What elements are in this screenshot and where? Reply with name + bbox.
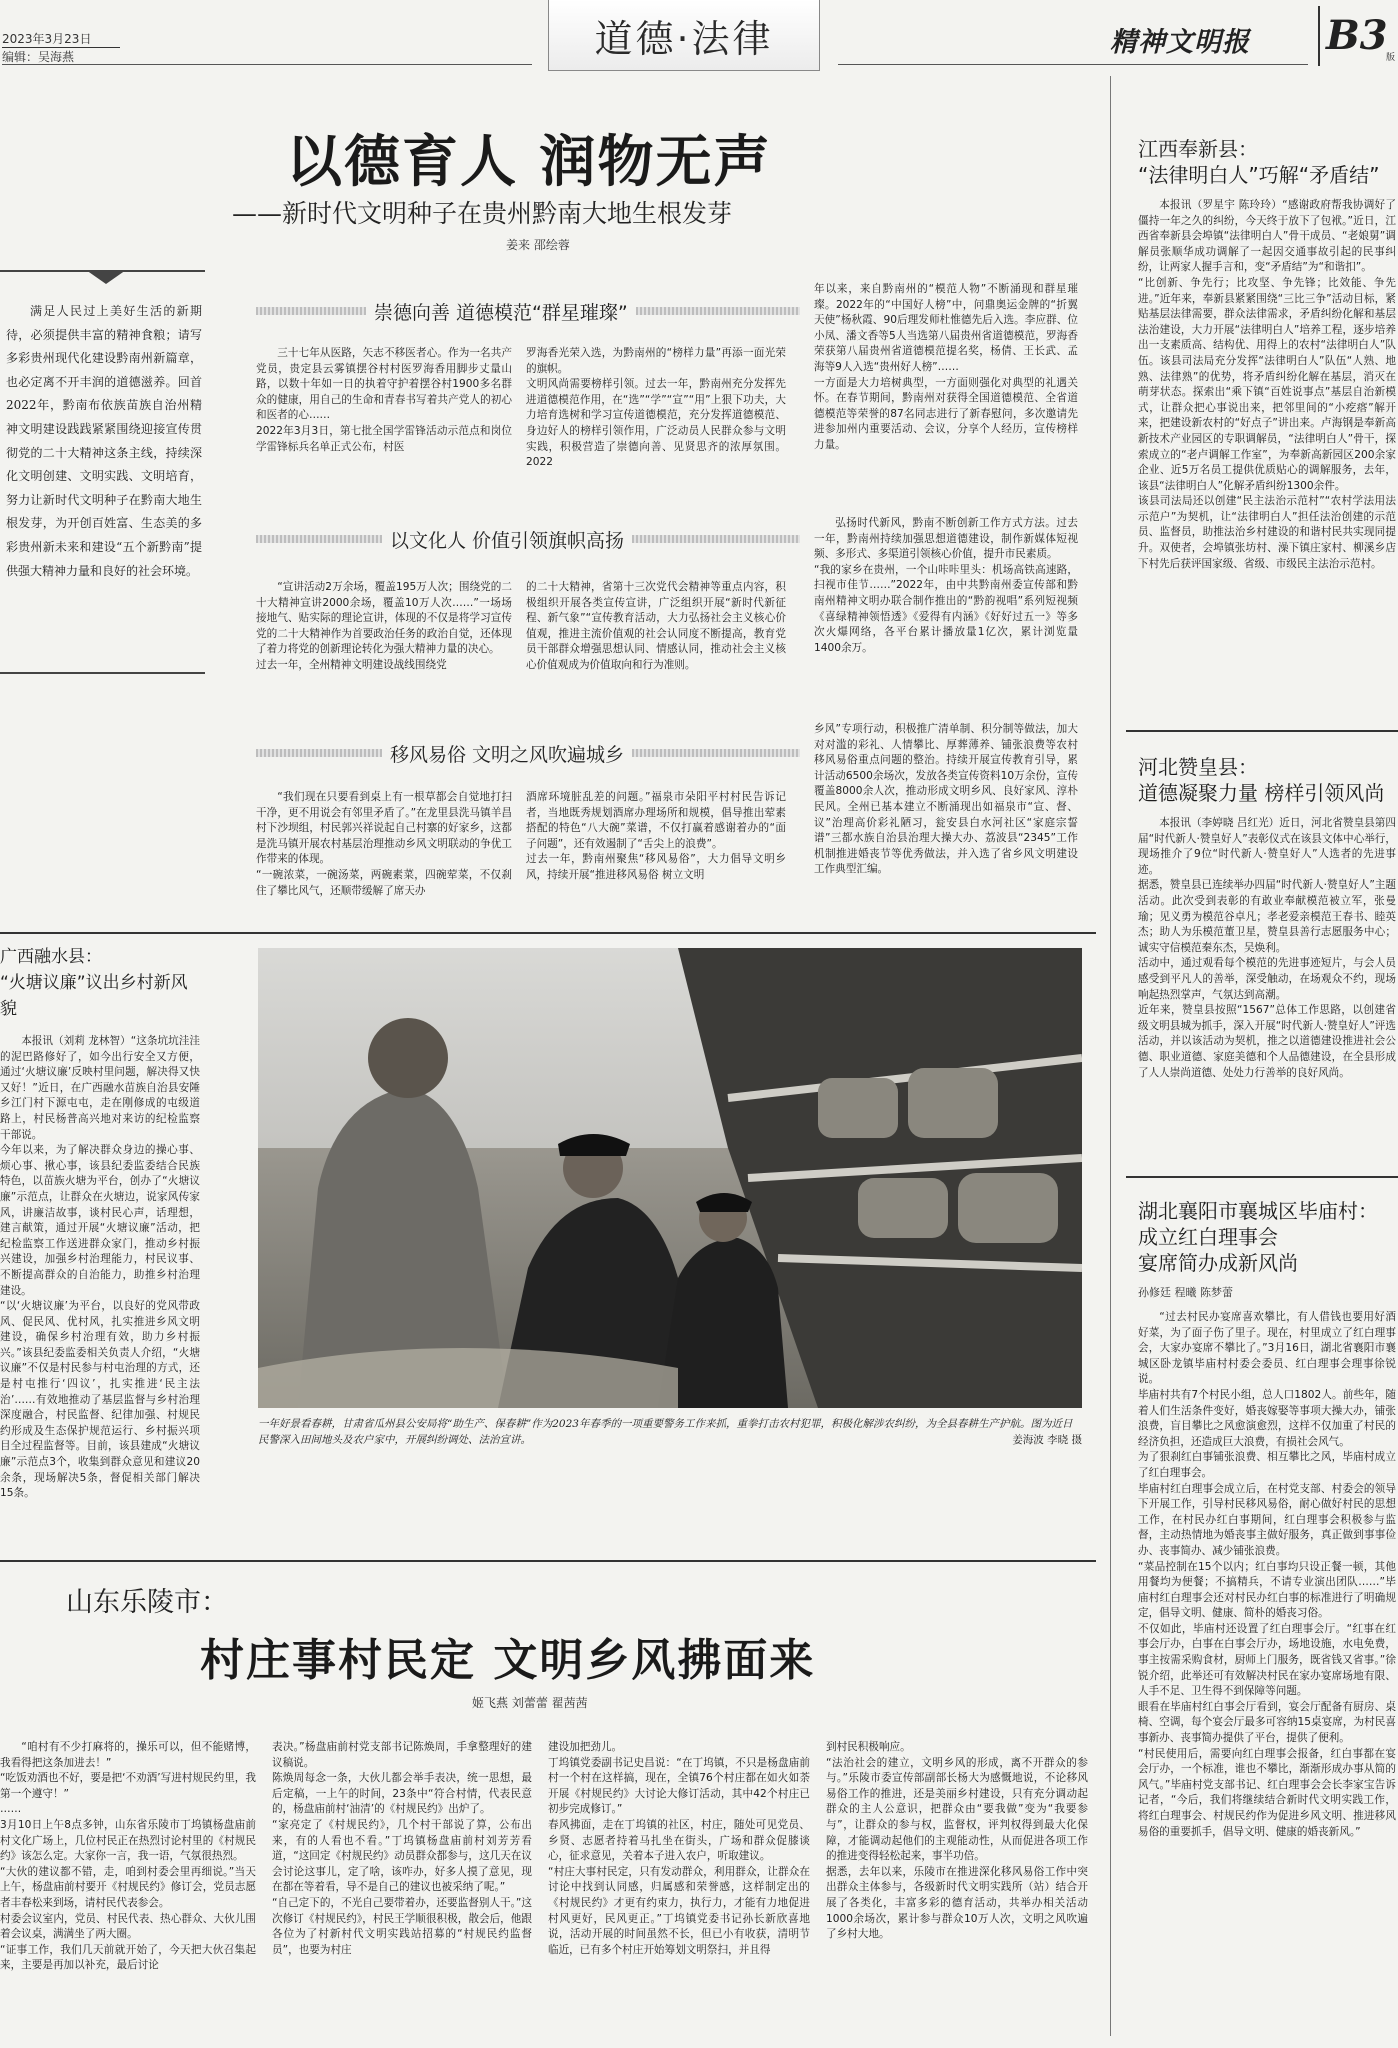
right-story-3-title-a: 湖北襄阳市襄城区毕庙村： <box>1138 1199 1378 1223</box>
photo-caption <box>258 1416 1082 1448</box>
section-head-1-text: 崇德向善 道德模范“群星璀璨” <box>366 298 636 325</box>
lead-title: 以德育人 润物无声 <box>286 130 772 195</box>
right-story-1-title-b: “法律明白人”巧解“矛盾结” <box>1138 163 1380 187</box>
sec2-col2 <box>526 580 786 704</box>
sec1-col2-text: 罗海香光荣入选，为黔南州的“榜样力量”再添一面光荣的旗帜。 文明风尚需要榜样引领。过去一年，黔南州充分发挥先进道德模范作用，在“选”“学”“宣”“用”上狠下功夫，大力培育选树和学习宣传道德模范，充分发挥道德模范、身边好人的榜样引领作用，广泛动员人民群众参与文明实践，积极营造了崇德向善、见贤思齐的浓厚氛围。2022 <box>526 347 786 469</box>
issue-date: 2023年3月23日 <box>2 32 92 46</box>
right-story-2 <box>1138 754 1396 1154</box>
sec3-col3-text: 乡风”专项行动，积极推广清单制、积分制等做法，加大对对滥的彩礼、人情攀比、厚葬薄养、铺张浪费等农村移风易俗重点问题的整治。持续开展宣传教育引导，累计活动6500余场次，发放各类宣传资料10万余份，宣传覆盖8000余人次，推动形成文明乡风、良好家风、淳朴民风。全州已基本建立不断涌现出如福泉市“宣、督、议”治理高价彩礼陋习，瓮安县白水河社区“家庭宗誓谱”三都水族自治县治理大操大办、荔波县“2345”工作机制推进婚丧节等优秀做法，并入选了省乡风文明建设工作典型汇编。 <box>814 723 1078 876</box>
bottom-col4-text: 到村民积极响应。 “法治社会的建立，文明乡风的形成，离不开群众的参与。”乐陵市委宣传部副部长杨大为感慨地说，不论移风易俗工作的推进，还是美丽乡村建设，只有充分调动起群众的主人公意识，把群众由“要我做”变为“我要参与”，让群众的参与权，监督权，评判权得到最大化保障，才能调动起他们的主观能动性，从而促进各项工作的推进变得轻松起来，事半功倍。 据悉，去年以来，乐陵市在推进深化移风易俗工作中突出群众主体参与，各级新时代文明实践所（站）结合开展了各类化，丰富多彩的德育活动，共举办相关活动1000余场次，累计参与群众10万人次，文明之风吹遍了乡村大地。 <box>826 1741 1088 1941</box>
section-banner <box>548 0 820 71</box>
sec1-col1-text: 三十七年从医路，矢志不移医者心。作为一名共产党员，贵定县云雾镇摆谷村村医罗海香用脚步丈量山路，以数十年如一日的执着守护着摆谷村1900多名群众的健康，用自己的生命和青春书写着共产党人的初心和医者的心…… 2022年3月3日，第七批全国学雷锋活动示范点和岗位学雷锋标兵名单正式公布，村医 <box>256 347 512 453</box>
intro-marker-icon <box>86 270 126 284</box>
bottom-col1 <box>0 1740 256 2036</box>
section-head-1 <box>256 296 800 326</box>
bottom-col1-text: “咱村有不少打麻将的，操乐可以，但不能赌博，我看得把这条加进去！” “吃饭劝酒也不好，要是把‘不劝酒’写进村规民约里，我第一个遵守！” …… 3月10日上午8点多钟，山东省乐陵市丁坞镇杨盘庙前村文化广场上，几位村民正在热烈讨论村里的《村规民约》该怎么定。大家你一言，我一语，气氛很热烈。 “大伙的建议都不错，走，咱到村委会里再细说。”当天上午，杨盘庙前村要开《村规民约》修订会，党员志愿者丰春松来到场，请村民代表参会。 村委会议室内，党员、村民代表、热心群众、大伙儿围着会议桌，满满坐了两大圈。 “证事工作，我们几天前就开始了，今天把大伙召集起来，主要是再加以补充，最后讨论 <box>0 1741 256 1972</box>
photo-illustration <box>258 948 1082 1408</box>
left-story-text: 本报讯（刘莉 龙林智）“这条坑坑洼洼的泥巴路修好了，如今出行安全又方便，通过‘火塘议廉’反映村里问题，解决得又快又好！”近日，在广西融水苗族自治县安陲乡江门村下源屯屯，走在刚修成的屯级道路上，村民杨普高兴地对来访的纪检监察干部说。 今年以来，为了解决群众身边的操心事、烦心事、揪心事，该县纪委监委结合民族特色，以苗族火塘为平台，创办了“火塘议廉”示范点，让群众在火塘边，说家风传家风，讲廉洁故事，谈村民心声，话理想，建言献策，通过开展“火塘议廉”活动，把纪检监察工作送进群众家门，推动乡村振兴建设，加强乡村治理能力，村民议事、不断提高群众的自治能力，助推乡村治理建设。 “以‘火塘议廉’为平台，以良好的党风带政风、促民风、优村风，扎实推进乡风文明建设，确保乡村治理有效，助力乡村振兴。”该县纪委监委相关负责人介绍，“火塘议廉”不仅是村民参与村屯治理的方式，还是村屯推行‘四议’，扎实推进‘民主法治’……有效地推动了基层监督与乡村治理深度融合，村民监督、纪律加强、村规民约形成及生态保护规范运行、乡村振兴项目全过程监督等。目前，该县建成“火塘议廉”示范点3个，收集到群众意见和建议20余条，现场解决5条，督促相关部门解决15条。 <box>0 1035 200 1500</box>
paper-name: 精神文明报 <box>1110 27 1250 58</box>
sec1-col3-text: 年以来，来自黔南州的“模范人物”不断涌现和群星璀璨。2022年的“中国好人榜”中，问鼎奥运金牌的“折翼天使”杨秋霞、90后理发师杜惟德先后入选。李应群、位小凤、潘文香等5人当选第八届贵州省道德模范，罗海香荣获第八届贵州省道德模范提名奖，杨倩、王长武、孟海等9人入选“贵州好人榜”…… 一方面是大力培树典型，一方面则强化对典型的礼遇关怀。在春节期间，黔南州对获得全国道德模范、全省道德模范等荣誉的87名同志进行了新春慰问，多次邀请先进参加州内重要活动、会议，分享个人经历，宣传榜样力量。 <box>814 283 1078 451</box>
section-head-2-text: 以文化人 价值引领旗帜高扬 <box>382 526 632 553</box>
right-story-3-title-c: 宴席简办成新风尚 <box>1138 1251 1298 1275</box>
page-suffix: 版 <box>1386 53 1396 63</box>
right-story-2-title-a: 河北赞皇县： <box>1138 755 1258 779</box>
right-story-2-title-b: 道德凝聚力量 榜样引领风尚 <box>1138 781 1385 805</box>
right-story-1-title-a: 江西奉新县： <box>1138 137 1258 161</box>
sec2-col1-text: “宣讲活动2万余场，覆盖195万人次；围绕党的二十大精神宣讲2000余场，覆盖10万人次……”一场场接地气、贴实际的理论宣讲，体现的不仅是将学习宣传党的二十大精神作为首要政治任务的政治自觉，还体现了着力将党的创新理论转化为强大精神力量的决心。 过去一年，全州精神文明建设战线围绕党 <box>256 581 512 671</box>
bottom-pre-title: 山东乐陵市： <box>66 1587 228 1618</box>
left-story-title-a: 广西融水县： <box>0 947 102 967</box>
sec2-col3 <box>814 516 1078 704</box>
right-story-3-text: “过去村民办宴席喜欢攀比，有人借钱也要用好酒好菜，为了面子伤了里子。现在，村里成立了红白理事会，大家办宴席不攀比了。”3月16日，湖北省襄阳市襄城区卧龙镇毕庙村村委会委员、红白理事会理事徐锐说。 毕庙村共有7个村民小组，总人口1802人。前些年，随着人们生活条件变好，婚丧嫁娶等事项大操大办，铺张浪费，盲目攀比之风愈演愈烈，这样不仅加重了村民的经济负担，还造成巨大浪费，有损社会风气。 为了狠刹红白事铺张浪费、相互攀比之风，毕庙村成立了红白理事会。 毕庙村红白理事会成立后，在村党支部、村委会的领导下开展工作，引导村民移风易俗，耐心做好村民的思想工作，在村民办红白事期间，红白理事会积极参与监督，主动热情地为婚丧事主做好服务，真正做到事事俭办、丧事简办、减少铺张浪费。 “菜品控制在15个以内；红白事均只设正餐一顿，其他用餐均为便餐；不搞精兵，不请专业演出团队……”毕庙村红白理事会还对村民办红白事的标准进行了明确规定，倡导文明、健康、简朴的婚丧习俗。 不仅如此，毕庙村还设置了红白理事会厅。“红事在红事会厅办，白事在白事会厅办，场地设施，水电免费，事主按需采购食材，厨师上门服务，既省钱又省事。”徐锐介绍，此举还可有效解决村民在家办宴席场地有限、人手不足、卫生得不到保障等问题。 眼看在毕庙村红白事会厅看到，宴会厅配备有厨房、桌椅、空调，每个宴会厅最多可容纳15桌宴席，为村民喜事新办、丧事简办提供了平台，提供了便利。 “村民使用后，需要向红白理事会报备，红白事都在宴会厅办，一个标准，谁也不攀比，渐渐形成办事从简的风气。”毕庙村党支部书记、红白理事会会长李家宝告诉记者，“今后，我们将继续结合新时代文明实践工作，将红白理事会、村规民约作为促进乡风文明、推进移风易俗的重要抓手，倡导文明、健康的婚丧新风。” <box>1138 1311 1396 1838</box>
sec3-col1-text: “我们现在只要看到桌上有一根草都会自觉地打扫干净，更不用说会有邻里矛盾了。”在龙里县洗马镇羊昌村下沙坝组，村民郭兴祥说起自己村寨的好家乡，这都是洗马镇开展农村基层治理推动乡风文明联动的争优工作带来的体现。 “一碗浓菜，一碗汤菜，两碗素菜，四碗荤菜，不仅刹住了攀比风气，还顺带缓解了席天办 <box>256 791 512 897</box>
section-title: 道德·法律 <box>594 16 774 61</box>
bottom-col4 <box>826 1740 1088 2036</box>
section-head-3 <box>256 738 800 768</box>
bottom-col3-text: 建设加把劲儿。 丁坞镇党委副书记史昌说：“在丁坞镇，不只是杨盘庙前村一个村在这样搞，现在，全镇76个村庄都在如火如荼开展《村规民约》大讨论大修订活动，其中42个村庄已初步完成修订。” 春风拂面，走在丁坞镇的社区，村庄，随处可见党员、乡贤、志愿者持着马扎坐在街头，广场和群众促膝谈心，征求意见，关着本子进入农户，听取建议。 “村庄大事村民定，只有发动群众，利用群众，让群众在讨论中找到认同感，归属感和荣誉感，这样制定出的《村规民约》才更有约束力，执行力，才能有力地促进村风更好，民风更正。”丁坞镇党委书记孙长新欣喜地说，活动开展的时间虽然不长，但已小有收获，清明节临近，已有多个村庄开始筹划文明祭扫，并且得 <box>548 1741 810 1956</box>
right-story-1-text: 本报讯（罗星宇 陈玲玲）“感谢政府帮我协调好了僵持一年之久的纠纷，今天终于放下了包袱。”近日，江西省奉新县会埠镇“法律明白人”骨干成员、“老娘舅”调解员张顺华成功调解了一起因交通事故引起的民事纠纷，让两家人握手言和，变“矛盾结”为“和谐扣”。 “比创新、争先行；比攻坚、争先锋；比效能、争先进。”近年来，奉新县紧紧围绕“三比三争”活动目标，紧贴基层法律需要，群众法律需求，矛盾纠纷化解和基层法治建设，大力开展“法律明白人”培养工程，逐步培养出一支素质高、结构优、用得上的农村“法律明白人”队伍。该县司法局充分发挥“法律明白人”队伍“人熟、地熟、法律熟”的优势，将矛盾纠纷化解在基层，消灭在萌芽状态。探索出“乘下镇“百姓说事点”基层自治新模式，让群众把心事说出来，把邻里间的“小疙瘩”解开来，把建设新农村的“好点子”讲出来。卢海钢是奉新高新技术产业园区的专职调解员，“法律明白人”骨干，探索成立的“老卢调解工作室”，为奉新高新园区200余家企业、近5万名员工提供优质贴心的调解服务，去年，该县“法律明白人”化解矛盾纠纷1300余件。 该县司法局还以创建“民主法治示范村”“农村学法用法示范户”为契机，让“法律明白人”担任法治创建的示范员、监督员，助推法治乡村建设的和谐村民共实现同提升。双使者，会埠镇张坊村、澡下镇庄家村、柳溪乡店下村先后获评国家级、省级、市级民主法治示范村。 <box>1138 199 1396 570</box>
sec1-col2 <box>526 346 786 486</box>
sec1-col1 <box>256 346 512 486</box>
right-story-3 <box>1138 1198 1396 2038</box>
bottom-col3 <box>548 1740 810 2036</box>
lead-subtitle: ——新时代文明种子在贵州黔南大地生根发芽 <box>232 199 733 228</box>
sec3-col3 <box>814 722 1078 914</box>
bottom-col2 <box>272 1740 532 2036</box>
right-story-3-byline: 孙修廷 程曦 陈梦蕾 <box>1138 1286 1233 1299</box>
intro-box <box>0 270 205 674</box>
right-story-1 <box>1138 136 1396 716</box>
sec2-col3-text: 弘扬时代新风，黔南不断创新工作方式方法。过去一年，黔南州持续加强思想道德建设，制作新媒体短视频、多形式、多渠道引领核心价值，提升市民素质。 “我的家乡在贵州，一个山咔咔里头：机场高铁高速路，扫视市佳节……”2022年，由中共黔南州委宣传部和黔南州精神文明办联合制作推出的“黔韵视唱”系列短视频《喜绿精神领悟透》《爱得有内涵》《好好过五一》等多次火爆网络，各平台累计播放量1亿次，累计浏览量1400余万。 <box>814 517 1078 654</box>
sec3-col2-text: 酒席环境脏乱差的问题。”福泉市朵阳平村村民告诉记者，当地既秀规划酒席办理场所和规模，倡导推出荤素搭配的特色“八大碗”菜谱，不仅打赢着感谢着办的“面子问题”，还有效遏制了“舌尖上的浪费”。 过去一年，黔南州聚焦“移风易俗”，大力倡导文明乡风，持续开展“推进移风易俗 树立文明 <box>526 791 786 881</box>
editor-credit: 编辑：吴海燕 <box>2 50 75 64</box>
page-number-box <box>1318 6 1398 66</box>
sec1-col3 <box>814 282 1078 486</box>
page-number: B3 <box>1326 12 1388 59</box>
lead-byline: 姜来 邵绘蓉 <box>506 238 570 252</box>
sec3-col2 <box>526 790 786 914</box>
sec3-col1 <box>256 790 512 914</box>
right-story-2-text: 本报讯（李婷晓 吕红光）近日，河北省赞皇县第四届“时代新人·赞皇好人”表彰仪式在该县文体中心举行，现场推介了9位“时代新人·赞皇好人”人选者的先进事迹。 据悉，赞皇县已连续举办四届“时代新人·赞皇好人”主题活动。此次受到表彰的有敢业奉献模范被立军，张曼瑜；见义勇为模范谷卓凡；孝老爱亲模范王春书、睦英杰；助人为乐模范董卫星，赞皇县善行志愿服务中心；诚实守信模范秦东杰，吴焕利。 活动中，通过观看每个模范的先进事迹短片，与会人员感受到平凡人的善举，深受触动，在场观众不约，现场响起热烈掌声，气氛达到高潮。 近年来，赞皇县按照“1567”总体工作思路，以创建省级文明县城为抓手，深入开展“时代新人·赞皇好人”评选活动，并以该活动为契机，推之以道德建设推进社会公德、职业道德、家庭美德和个人品德建设，在全县形成了人人崇尚道德、处处力行善举的良好风尚。 <box>1138 817 1396 1079</box>
masthead <box>0 0 1398 70</box>
left-story <box>0 944 200 1564</box>
left-story-title-b: “火塘议廉”议出乡村新风貌 <box>0 973 188 1019</box>
bottom-col2-text: 表决。”杨盘庙前村党支部书记陈焕周，手拿整理好的建议稿说。 陈焕周每念一条，大伙儿都会举手表决，统一思想，最后定稿，一上午的时间，23条中“符合村情，代表民意的，杨盘庙前村‘油清’的《村规民约》出炉了。 “家亮定了《村规民约》，几个村干部说了算，公布出来，有的人看也不看。”丁坞镇杨盘庙前村刘芳芳看道，“这回定《村规民约》动员群众都参与，这几天在议会讨论这事儿，定了啥，该咋办，好多人摸了意见，现在都在等着看，导不是自己的建议也被采纳了呢。” “自己定下的，不光自己要带着办，还要监督别人干。”这次修订《村规民约》，村民王学顺很积极，散会后，他跟各位为了村新村代文明实践站招募的“村规民约监督员”，也要为村庄 <box>272 1741 532 1956</box>
sec2-col2-text: 的二十大精神，省第十三次党代会精神等重点内容，积极组织开展各类宣传宣讲，广泛组织开展“新时代新征程、新气象”“宣传教育活动，大力弘扬社会主义核心价值观，推进主流价值观的社会认同度不断提高，教育党员干部群众增强思想认同、情感认同，推动社会主义核心价值观成为价值取向和行为准则。 <box>526 581 786 671</box>
section-head-3-text: 移风易俗 文明之风吹遍城乡 <box>382 740 632 767</box>
news-photo <box>258 948 1082 1408</box>
sec2-col1 <box>256 580 512 704</box>
photo-caption-text: 一年好景看春耕，甘肃省瓜州县公安局将“助生产、保春耕”作为2023年春季的一项重要警务工作来抓，重拳打击农村犯罪，积极化解涉农纠纷，为全县春耕生产护航。图为近日民警深入田间地头及农户家中，开展纠纷调处、法治宣讲。 <box>258 1418 1073 1446</box>
photo-credit: 姜海波 李晓 摄 <box>1012 1434 1082 1446</box>
section-head-2 <box>256 524 800 554</box>
intro-text: 满足人民过上美好生活的新期待，必须提供丰富的精神食粮；请写多彩贵州现代化建设黔南州新篇章，也必定离不开丰润的道德滋养。回首2022年，黔南布依族苗族自治州精神文明建设践践紧紧围绕迎接宣传贯彻党的二十大精神这条主线，持续深化文明创建、文明实践、文明培育，努力让新时代文明种子在黔南大地生根发芽，为开创百姓富、生态美的多彩贵州新未来和建设“五个新黔南”提供强大精神力量和良好的社会环境。 <box>6 304 202 578</box>
bottom-byline: 姬飞燕 刘蕾蕾 翟茜茜 <box>472 1696 588 1710</box>
right-story-3-title-b: 成立红白理事会 <box>1138 1225 1278 1249</box>
bottom-title: 村庄事村民定 文明乡风拂面来 <box>200 1635 816 1686</box>
